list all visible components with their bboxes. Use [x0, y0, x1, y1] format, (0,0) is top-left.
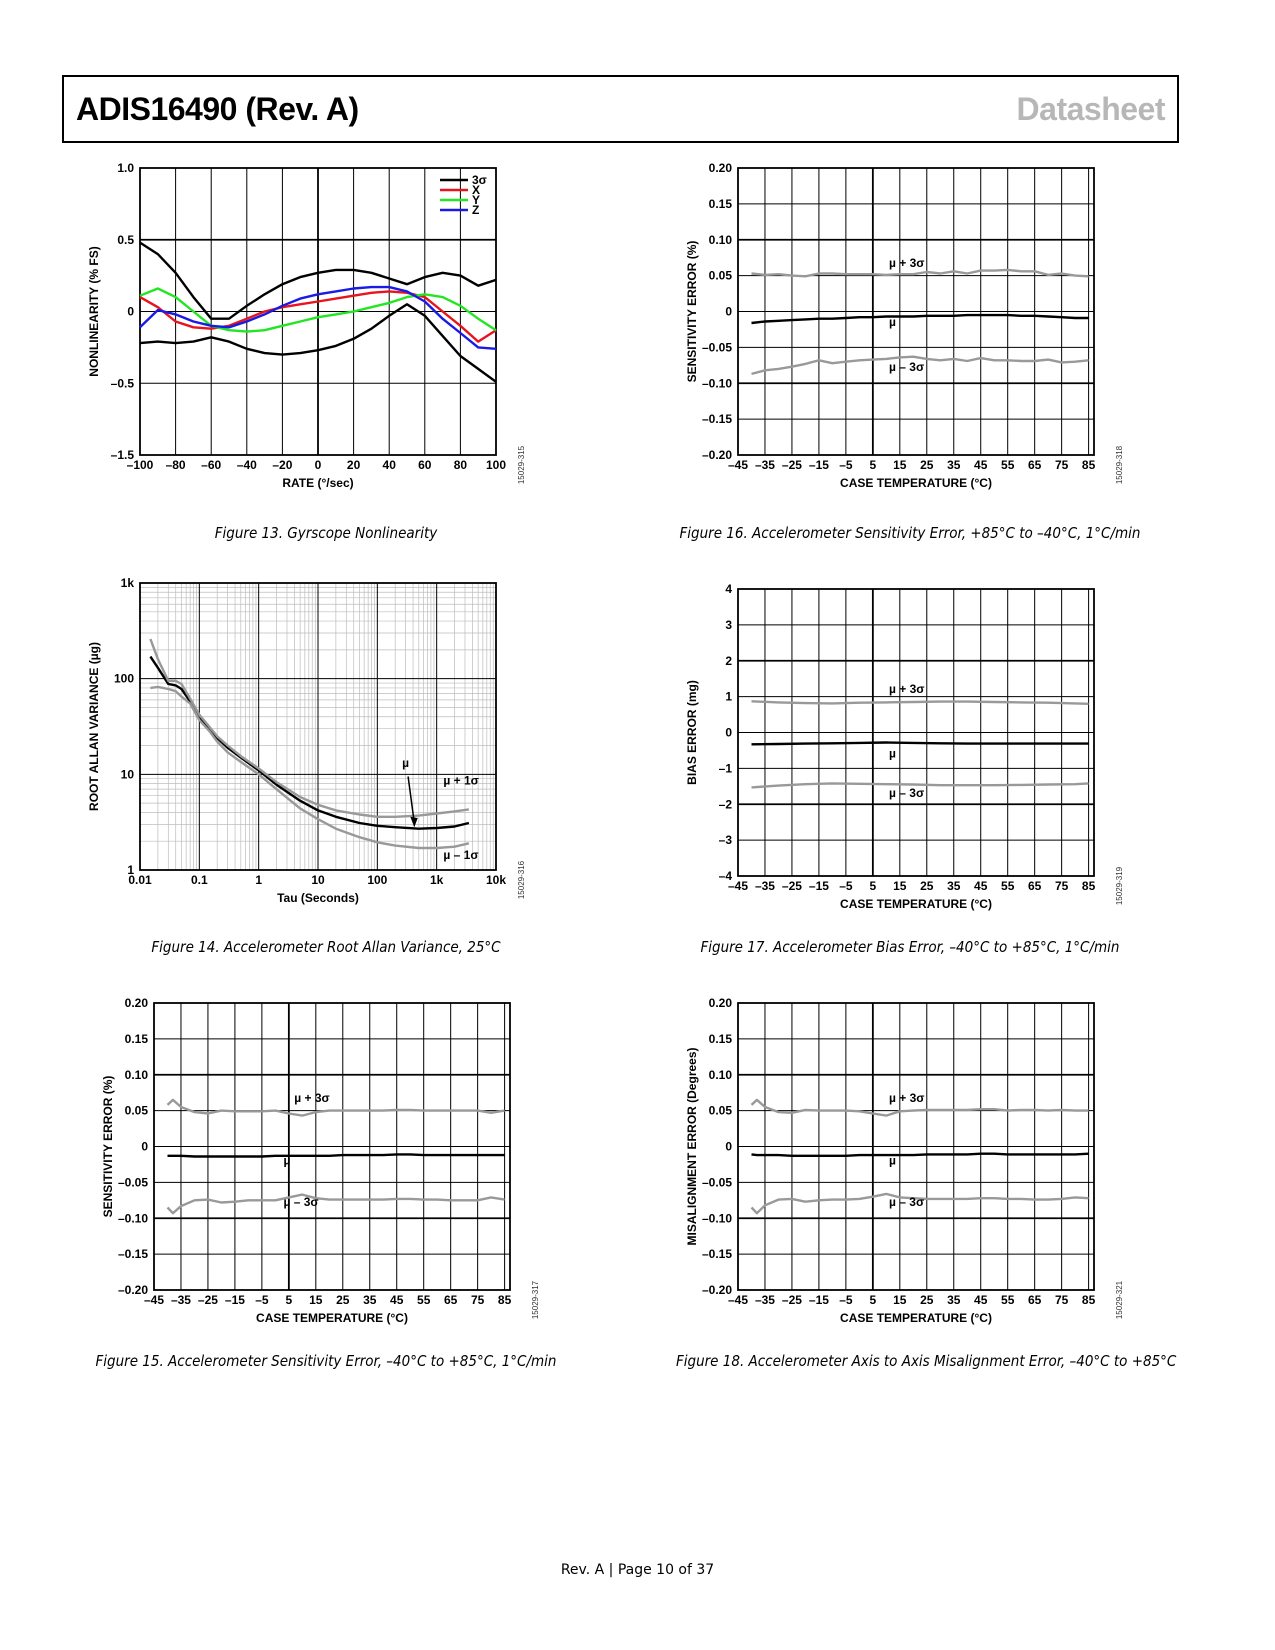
x-tick-label: 85 — [1081, 458, 1096, 472]
x-tick-label: 5 — [285, 1293, 293, 1307]
x-tick-label: 1 — [255, 873, 263, 887]
annotation-mu: µ — [283, 1153, 291, 1168]
x-tick-label: –45 — [727, 1293, 749, 1307]
y-tick-label: 0.10 — [708, 1067, 732, 1082]
y-tick-label: 0 — [725, 304, 732, 319]
fig15-grid — [154, 1003, 510, 1290]
annotation-mu: µ — [889, 314, 896, 329]
x-axis-label: CASE TEMPERATURE (°C) — [840, 897, 992, 911]
x-tick-label: 0.01 — [128, 873, 152, 887]
x-tick-label: –25 — [781, 458, 802, 472]
x-tick-label: 5 — [869, 879, 877, 893]
y-axis-label: SENSITIVITY ERROR (%) — [101, 1075, 115, 1218]
y-tick-label: 0 — [141, 1139, 148, 1154]
y-tick-label: 0 — [127, 304, 134, 319]
x-tick-label: 85 — [497, 1293, 512, 1307]
figure-16-chart — [676, 161, 1144, 508]
annotation-mu-plus-3sigma: µ + 3σ — [294, 1091, 330, 1106]
x-tick-label: –45 — [727, 458, 749, 472]
x-tick-label: –25 — [197, 1293, 218, 1307]
figure-16-caption: Figure 16. Accelerometer Sensitivity Error, +85°C to –40°C, 1°C/min — [679, 524, 1141, 542]
x-tick-label: –5 — [839, 879, 853, 893]
x-tick-label: –25 — [781, 879, 802, 893]
annotation-mu-plus-3sigma: µ + 3σ — [889, 682, 925, 697]
figure-18 — [676, 996, 1144, 1325]
y-tick-label: 0.05 — [124, 1103, 148, 1118]
annotation-mu: µ — [889, 746, 896, 761]
x-tick-label: –5 — [839, 1293, 853, 1307]
x-tick-label: –5 — [839, 458, 853, 472]
annotation-mu: µ — [402, 755, 410, 770]
y-tick-label: 1.0 — [117, 161, 134, 175]
y-axis-label: NONLINEARITY (% FS) — [87, 246, 101, 377]
y-tick-label: 0.20 — [708, 161, 732, 175]
y-tick-label: 0.20 — [124, 996, 148, 1010]
x-axis-label: CASE TEMPERATURE (°C) — [840, 476, 992, 490]
figure-code: 15029-321 — [1115, 1280, 1124, 1320]
y-tick-label: 1 — [127, 863, 134, 877]
x-axis-label: Tau (Seconds) — [277, 891, 359, 905]
x-tick-label: 15 — [309, 1293, 323, 1307]
x-axis-label: CASE TEMPERATURE (°C) — [840, 1311, 992, 1325]
fig15-plot — [101, 996, 540, 1325]
y-tick-label: 0.5 — [117, 232, 134, 247]
x-axis-label: RATE (°/sec) — [282, 476, 354, 490]
x-tick-label: 10 — [311, 873, 325, 887]
series-line-µ — [752, 315, 1089, 323]
series-line-µ — [168, 1154, 505, 1156]
x-tick-label: –45 — [143, 1293, 165, 1307]
annotation-mu-minus-3sigma: µ – 3σ — [889, 360, 925, 375]
x-tick-label: 5 — [869, 458, 877, 472]
document-type-label: Datasheet — [1016, 91, 1165, 127]
figure-17-chart — [676, 583, 1144, 923]
legend-entry: X — [472, 183, 481, 197]
x-tick-label: 35 — [947, 879, 961, 893]
x-tick-label: 55 — [1001, 1293, 1015, 1307]
series-line-µ — [752, 743, 1089, 745]
x-tick-label: 75 — [1054, 1293, 1069, 1307]
x-tick-label: –100 — [126, 458, 154, 472]
y-tick-label: 0.15 — [708, 1031, 732, 1046]
x-tick-label: 85 — [1081, 879, 1096, 893]
x-tick-label: 85 — [1081, 1293, 1096, 1307]
x-tick-label: –15 — [224, 1293, 245, 1307]
annotation-arrowhead — [410, 817, 417, 827]
annotation-mu-minus-3sigma: µ – 3σ — [283, 1195, 319, 1210]
annotation-mu: µ — [889, 1153, 896, 1168]
figure-14-caption: Figure 14. Accelerometer Root Allan Variance, 25°C — [151, 938, 501, 956]
series-line-µ — [752, 1154, 1089, 1156]
y-tick-label: 1k — [120, 576, 134, 590]
legend-entry: Y — [472, 193, 481, 207]
annotation-mu-minus-3sigma: µ – 3σ — [889, 786, 925, 801]
legend-entry: 3σ — [472, 173, 487, 187]
y-tick-label: –0.15 — [701, 412, 732, 427]
x-tick-label: 15 — [893, 879, 907, 893]
annotation-mu-plus-3sigma: µ + 3σ — [889, 1091, 925, 1106]
x-tick-label: 25 — [920, 1293, 934, 1307]
fig14-plot — [87, 576, 526, 905]
x-tick-label: 80 — [453, 458, 468, 472]
x-tick-label: –35 — [754, 1293, 775, 1307]
x-tick-label: 40 — [382, 458, 396, 472]
y-tick-label: –0.20 — [701, 448, 732, 462]
x-tick-label: 65 — [1027, 1293, 1042, 1307]
figure-16 — [676, 161, 1144, 490]
chart-annotations — [889, 1091, 924, 1209]
figure-18-caption: Figure 18. Accelerometer Axis to Axis Misalignment Error, –40°C to +85°C — [676, 1352, 1177, 1370]
y-tick-label: 1 — [725, 689, 732, 704]
series-line-µplus3σ — [752, 701, 1089, 704]
x-tick-label: 100 — [485, 458, 507, 472]
y-tick-label: 4 — [725, 582, 732, 596]
x-tick-label: 35 — [363, 1293, 377, 1307]
x-tick-label: –15 — [808, 458, 829, 472]
series-line-µplus1σ — [150, 639, 469, 817]
y-tick-label: 0.10 — [708, 232, 732, 247]
x-tick-label: –20 — [272, 458, 293, 472]
y-tick-label: 2 — [725, 653, 732, 668]
y-tick-label: –0.10 — [701, 376, 732, 391]
y-tick-label: 0.05 — [708, 268, 732, 283]
x-tick-label: 45 — [974, 879, 988, 893]
chart-legend — [440, 173, 487, 217]
figure-13-caption: Figure 13. Gyrscope Nonlinearity — [214, 524, 438, 542]
x-tick-label: 55 — [1001, 879, 1015, 893]
y-tick-label: 0.15 — [124, 1031, 148, 1046]
x-tick-label: 75 — [1054, 879, 1069, 893]
y-tick-label: 0.10 — [124, 1067, 148, 1082]
y-tick-label: 100 — [113, 671, 134, 686]
figure-13-chart — [87, 161, 560, 508]
y-tick-label: –2 — [718, 797, 732, 812]
figure-15 — [92, 996, 560, 1325]
y-tick-label: –0.20 — [701, 1283, 732, 1297]
y-tick-label: –1 — [718, 761, 732, 776]
y-axis-label: BIAS ERROR (mg) — [685, 680, 699, 785]
x-tick-label: 5 — [869, 1293, 877, 1307]
y-tick-label: –0.15 — [117, 1247, 148, 1262]
x-tick-label: 20 — [346, 458, 361, 472]
y-tick-label: 10 — [120, 767, 134, 782]
x-tick-label: 0.1 — [190, 873, 208, 887]
annotation-mu-minus-3sigma: µ – 3σ — [889, 1195, 925, 1210]
fig18-plot — [685, 996, 1124, 1325]
series-line-µplus3σ — [168, 1100, 505, 1116]
y-tick-label: 0.05 — [708, 1103, 732, 1118]
x-tick-label: –35 — [170, 1293, 191, 1307]
figure-code: 15029-318 — [1115, 445, 1124, 485]
x-axis-label: CASE TEMPERATURE (°C) — [256, 1311, 408, 1325]
figure-code: 15029-319 — [1115, 866, 1124, 906]
y-tick-label: –1.5 — [110, 448, 134, 462]
figure-13 — [87, 161, 560, 490]
x-tick-label: –45 — [727, 879, 749, 893]
y-tick-label: 3 — [725, 617, 732, 632]
series-line-µminus3σ — [168, 1195, 505, 1214]
figure-17 — [676, 582, 1144, 911]
x-tick-label: 55 — [417, 1293, 431, 1307]
x-tick-label: 1k — [429, 873, 444, 887]
y-tick-label: –0.20 — [117, 1283, 148, 1297]
figure-code: 15029-315 — [517, 445, 526, 485]
figure-14-chart — [87, 576, 560, 923]
figure-15-chart — [92, 997, 560, 1337]
page-header — [62, 75, 1179, 143]
fig17-grid — [738, 589, 1094, 876]
figure-14 — [87, 576, 560, 905]
y-tick-label: 0 — [725, 725, 732, 740]
y-axis-label: ROOT ALLAN VARIANCE (µg) — [87, 642, 101, 811]
legend-entry: Z — [472, 203, 480, 217]
annotation-mu-plus-3sigma: µ + 3σ — [889, 256, 925, 271]
x-tick-label: –40 — [236, 458, 257, 472]
x-tick-label: 10k — [485, 873, 507, 887]
x-tick-label: –60 — [201, 458, 222, 472]
figure-code: 15029-316 — [517, 860, 526, 900]
x-tick-label: 45 — [390, 1293, 404, 1307]
y-tick-label: –0.15 — [701, 1247, 732, 1262]
x-tick-label: 25 — [336, 1293, 350, 1307]
y-tick-label: 0.15 — [708, 196, 732, 211]
x-tick-label: 65 — [1027, 879, 1042, 893]
fig16-grid — [738, 168, 1094, 455]
document-title: ADIS16490 (Rev. A) — [76, 91, 359, 127]
y-tick-label: –0.5 — [110, 376, 134, 391]
y-tick-label: –0.05 — [701, 340, 732, 355]
x-tick-label: –15 — [808, 1293, 829, 1307]
x-tick-label: 0 — [314, 458, 322, 472]
x-tick-label: –35 — [754, 879, 775, 893]
chart-annotations — [283, 1091, 329, 1209]
fig13-plot — [87, 161, 526, 490]
x-tick-label: 60 — [418, 458, 432, 472]
x-tick-label: –15 — [808, 879, 829, 893]
x-tick-label: 75 — [1054, 458, 1069, 472]
y-axis-label: SENSITIVITY ERROR (%) — [685, 240, 699, 383]
x-tick-label: 75 — [470, 1293, 485, 1307]
annotation-mu-minus-1sigma: µ – 1σ — [443, 848, 479, 863]
x-tick-label: 100 — [367, 873, 388, 887]
x-tick-label: 65 — [443, 1293, 458, 1307]
x-tick-label: –25 — [781, 1293, 802, 1307]
page-footer: Rev. A | Page 10 of 37 — [560, 1562, 715, 1578]
y-tick-label: 0.20 — [708, 996, 732, 1010]
x-tick-label: 35 — [947, 1293, 961, 1307]
fig17-plot — [685, 582, 1124, 911]
x-tick-label: 45 — [974, 458, 988, 472]
x-tick-label: –5 — [255, 1293, 269, 1307]
x-tick-label: 45 — [974, 1293, 988, 1307]
y-tick-label: –3 — [718, 833, 732, 848]
x-tick-label: 25 — [920, 879, 934, 893]
x-tick-label: –35 — [754, 458, 775, 472]
y-tick-label: 0 — [725, 1139, 732, 1154]
x-tick-label: 55 — [1001, 458, 1015, 472]
figure-code: 15029-317 — [531, 1280, 540, 1320]
chart-annotations — [889, 682, 924, 800]
x-tick-label: 15 — [893, 458, 907, 472]
fig18-grid — [738, 1003, 1094, 1290]
x-tick-label: 25 — [920, 458, 934, 472]
y-tick-label: –0.10 — [117, 1211, 148, 1226]
y-tick-label: –0.05 — [117, 1175, 148, 1190]
figure-17-caption: Figure 17. Accelerometer Bias Error, –40°C to +85°C, 1°C/min — [700, 938, 1120, 956]
fig16-plot — [685, 161, 1124, 490]
y-tick-label: –0.05 — [701, 1175, 732, 1190]
y-axis-label: MISALIGNMENT ERROR (Degrees) — [685, 1047, 699, 1246]
x-tick-label: 35 — [947, 458, 961, 472]
x-tick-label: –80 — [165, 458, 186, 472]
x-tick-label: 65 — [1027, 458, 1042, 472]
annotation-mu-plus-1sigma: µ + 1σ — [443, 773, 479, 788]
x-tick-label: 15 — [893, 1293, 907, 1307]
y-tick-label: –4 — [718, 869, 732, 883]
figure-18-chart — [676, 997, 1144, 1337]
figure-15-caption: Figure 15. Accelerometer Sensitivity Error, –40°C to +85°C, 1°C/min — [95, 1352, 557, 1370]
y-tick-label: –0.10 — [701, 1211, 732, 1226]
